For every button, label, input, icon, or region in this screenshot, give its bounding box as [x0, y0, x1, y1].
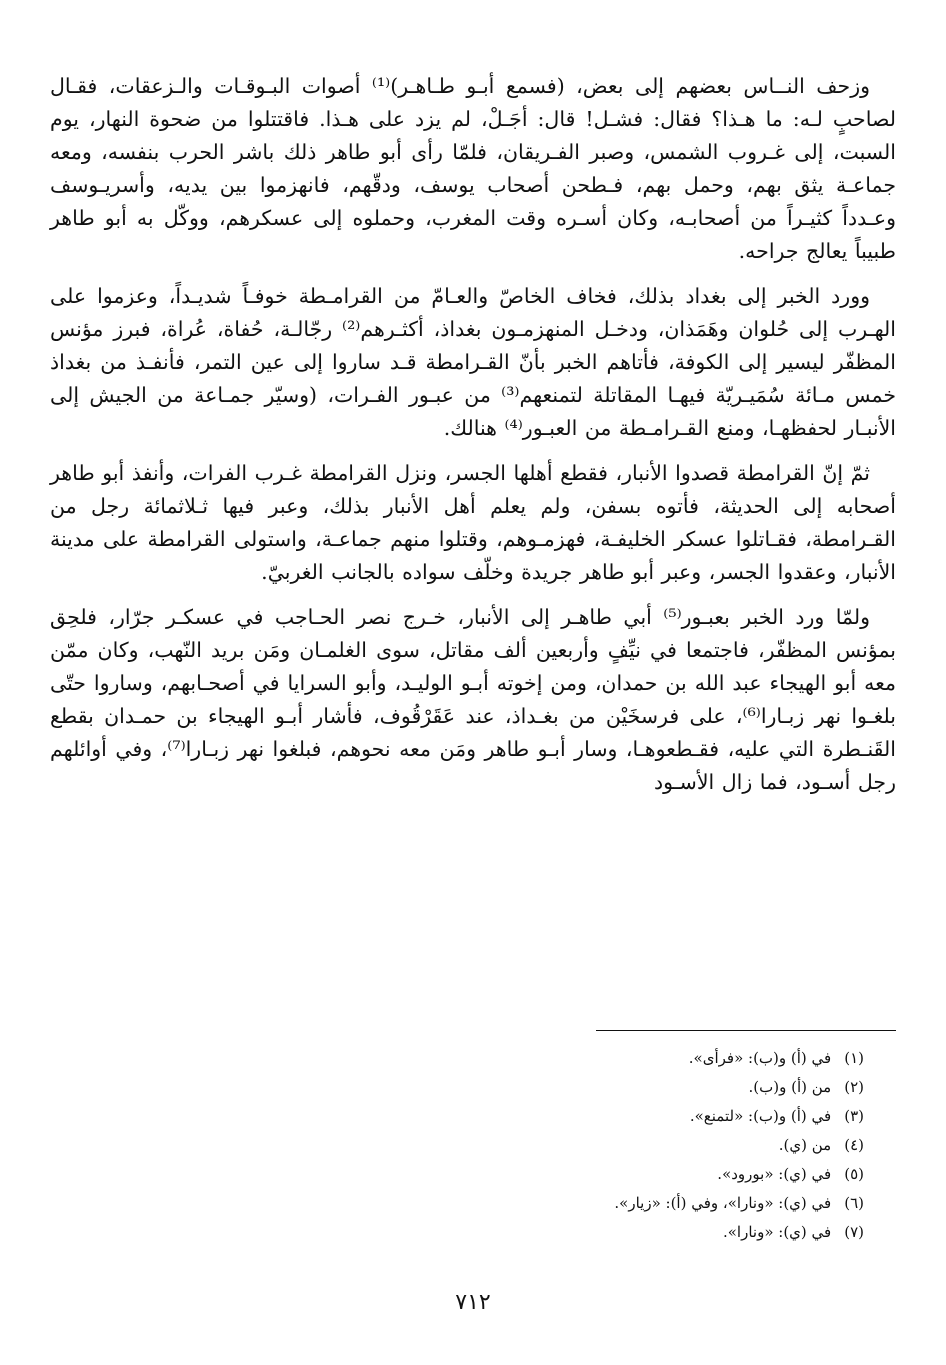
- footnote-divider: [596, 1030, 896, 1031]
- footnote-text: من (أ) و(ب).: [748, 1078, 832, 1096]
- footnote-number: (٤): [844, 1136, 864, 1154]
- footnote-number: (٦): [844, 1194, 864, 1212]
- paragraph-1: وزحف النــاس بعضهم إلى بعض، (فسمع أبـو طـاهـر)⁽¹⁾ أصوات البـوقـات والـزعقات، فقـال لصاحبٍ لـه: ما هـذا؟ فقال: فشـل! قال: أجَـلْ، لم يزد على هـذا. فاقتتلوا من ضحوة النهار، يوم السبت، إلى غـروب الشمس، وصبر الفـريقان، فلمّا رأى أبو طاهر ذلك باشر الحرب بنفسه، ومعه جماعـة يثق بهم، وحمل بهم، فـطحن أصحاب يوسف، ودقّهم، فانهزموا بين يديه، وأسريـوسف وعـدداً كثيـراً من أصحابـه، وكان أسـره وقت المغرب، وحملوه إلى عسكرهم، ووكّل به أبو طاهر طبيباً يعالج جراحه.: [50, 74, 896, 263]
- footnote-3: [364, 1102, 864, 1131]
- footnote-number: (٥): [844, 1165, 864, 1183]
- footnote-text: في (أ) و(ب): «لتمنع».: [689, 1107, 832, 1125]
- footnote-5: [364, 1160, 864, 1189]
- footnote-text: في (ي): «ونارا»، وفي (أ): «زيار».: [614, 1194, 832, 1212]
- footnote-number: (١): [844, 1049, 864, 1067]
- paragraph-3: ثمّ إنّ القرامطة قصدوا الأنبار، فقطع أهلها الجسر، ونزل القرامطة غـرب الفرات، وأنفذ أبو طاهر أصحابه إلى الحديثة، فأتوه بسفن، ولم يعلم أهل الأنبار بذلك، وعبر فيها ثـلاثمائة رجل من القـرامطة، فقـاتلوا عسكر الخليفـة، فهزمـوهم، وقتلوا منهم جماعـة، واستولى القرامطة على مدينة الأنبار، وعقدوا الجسر، وعبر أبو طاهر جريدة وخلّف سواده بالجانب الغربيّ.: [50, 461, 896, 584]
- footnote-7: [364, 1218, 864, 1247]
- paragraph-2: وورد الخبر إلى بغداد بذلك، فخاف الخاصّ والعـامّ من القرامـطة خوفـاً شديـداً، وعزموا على الهـرب إلى حُلوان وهَمَذان، ودخـل المنهزمـون بغداذ، أكثـرهم⁽²⁾ رجّالـة، حُفاة، عُراة، فبرز مؤنس المظفّر ليسير إلى الكوفة، فأتاهم الخبر بأنّ القـرامطة قـد ساروا إلى عين التمر، فأنفـذ من بغداذ خمس مـائة سُمَيـريّة فيهـا المقاتلة لتمنعهم⁽³⁾ من عبـور الفـرات، (وسيّر جمـاعة من الجيش إلى الأنبـار لحفظهـا، ومنع القـرامـطة من العبـور⁽⁴⁾ هنالك.: [50, 284, 896, 440]
- footnote-number: (٢): [844, 1078, 864, 1096]
- footnote-2: [364, 1073, 864, 1102]
- footnote-text: من (ي).: [778, 1136, 832, 1154]
- footnote-number: (٣): [844, 1107, 864, 1125]
- footnote-1: [364, 1044, 864, 1073]
- footnote-text: في (ي): «ونارا».: [722, 1223, 832, 1241]
- paragraph-4: ولمّا ورد الخبر بعبـور⁽⁵⁾ أبي طاهـر إلى الأنبار، خـرج نصر الحـاجب في عسكـر جرّار، فلحِق بمؤنس المظفّر، فاجتمعا في نيِّفٍ وأربعين ألف مقاتل، سوى الغلمـان ومَن بريد النّهب، وكان ممّن معه أبو الهيجاء عبد الله بن حمدان، ومن إخوته أبـو الوليـد، وأبو السرايا في أصحـابهم، وساروا حتّى بلغـوا نهر زبـارا⁽⁶⁾، على فرسخَيْن من بغـداذ، عند عَقَرْقُوف، فأشار أبـو الهيجاء بن حمـدان بقطع القَنـطرة التي عليه، فقـطعوهـا، وسار أبـو طاهر ومَن معه نحوهم، فبلغوا نهر زبـارا⁽⁷⁾، وفي أوائلهم رجل أسـود، فما زال الأسـود: [50, 605, 896, 794]
- footnotes: [364, 1044, 864, 1247]
- main-text: [50, 70, 896, 811]
- footnote-4: [364, 1131, 864, 1160]
- footnote-text: في (أ) و(ب): «فرأى».: [688, 1049, 832, 1067]
- page-number: ٧١٢: [455, 1290, 491, 1315]
- footnote-number: (٧): [844, 1223, 864, 1241]
- footnote-6: [364, 1189, 864, 1218]
- footnote-text: في (ي): «بورود».: [717, 1165, 832, 1183]
